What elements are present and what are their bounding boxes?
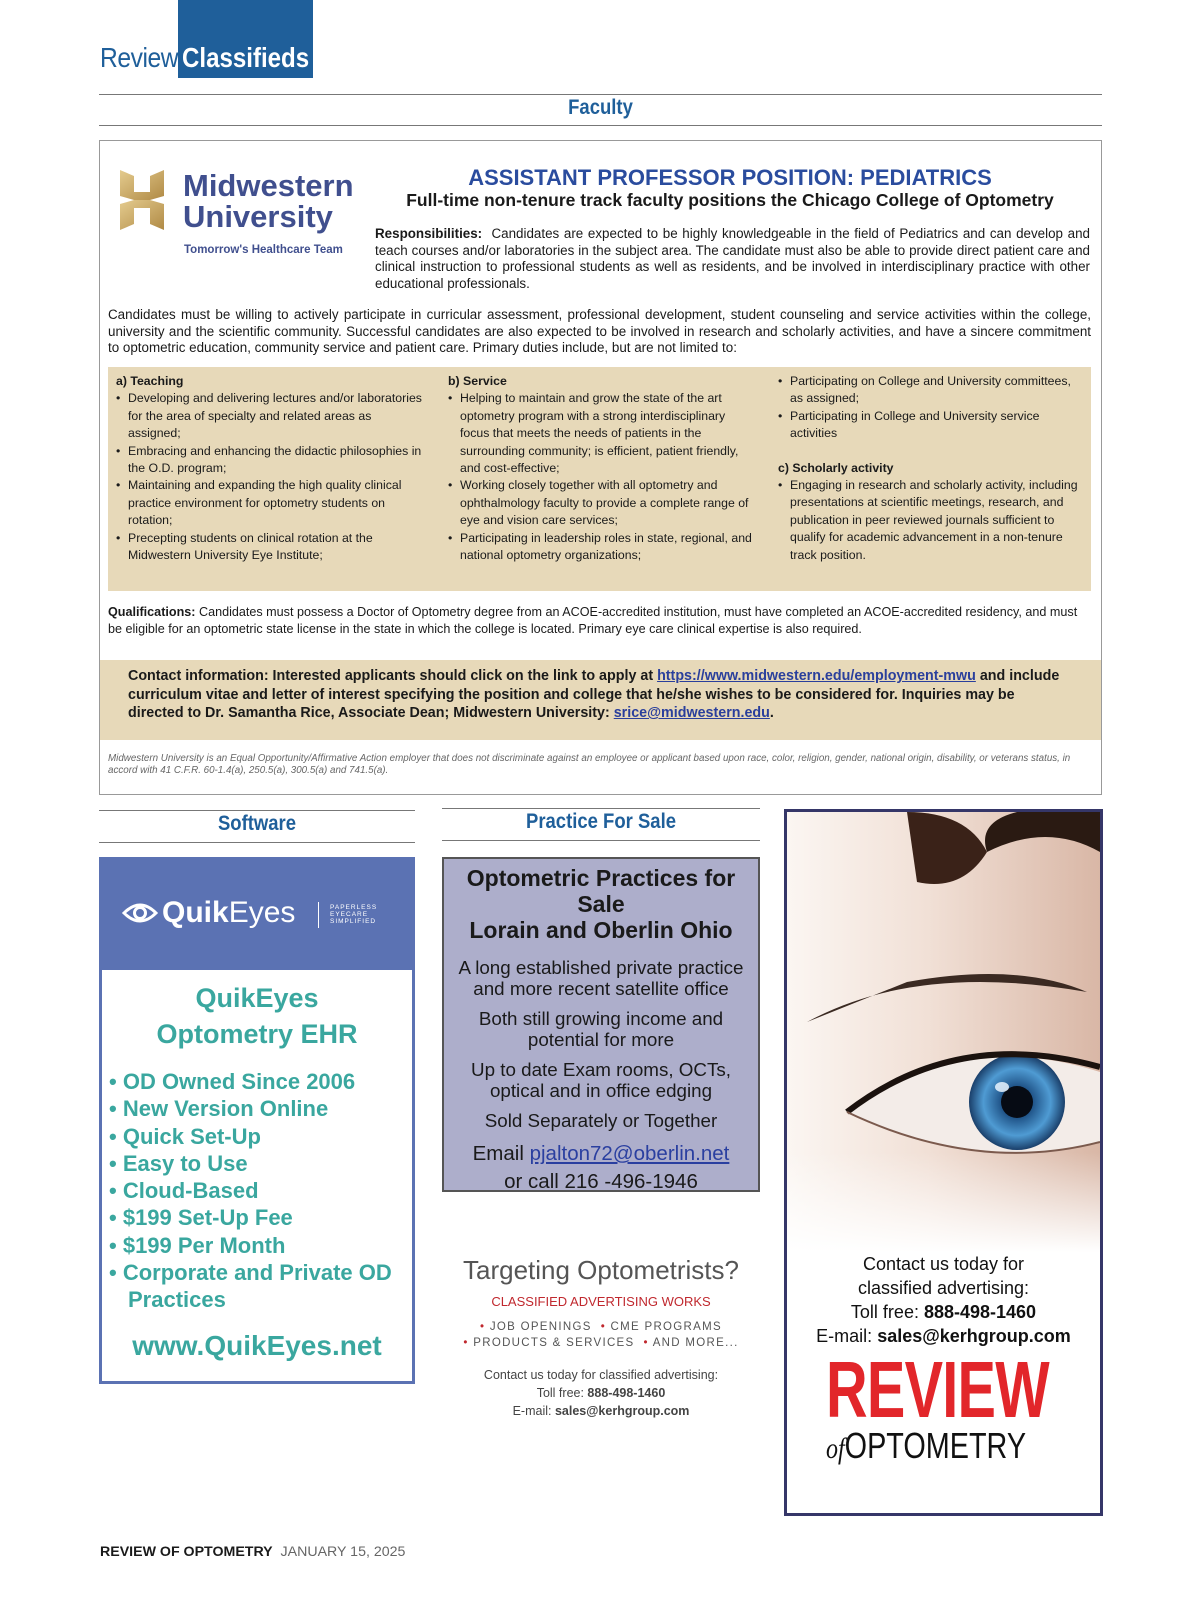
qualifications: Qualifications: Candidates must possess a Doctor of Optometry degree from an ACOE-accredited institution, must have completed an ACOE-accredited residency, and must be eligible for an optometric state license in the state in which the college is located. Primary eye care clinical expertise is also required. — [108, 605, 1078, 636]
practice-email-link[interactable]: pjalton72@oberlin.net — [529, 1142, 730, 1165]
email-link[interactable]: srice@midwestern.edu — [613, 705, 770, 721]
list-item: • Quick Set-Up — [109, 1123, 261, 1149]
list-item: • Engaging in research and scholarly activity, including presentations at scientific meetings, research, and publication in peer reviewed journals sufficient to qualify for academic advancement in a non-tenure track position. — [778, 477, 1078, 564]
responsibilities: Responsibilities: Candidates are expected to be highly knowledgeable in the field of Pediatrics and can develop and teach courses and/or laboratories in the subject area. The candidate must also be able to provide direct patient care and clinical instruction to professional students as well as residents, and be involved in interdisciplinary practice with other educational professionals. — [375, 226, 1090, 291]
list-item: • Cloud-Based — [109, 1178, 259, 1204]
list-item: • $199 Per Month — [109, 1232, 286, 1258]
targeting-ad — [442, 1255, 760, 1420]
header-review: Review — [100, 42, 179, 73]
practice-ad — [442, 857, 760, 1192]
apply-link[interactable]: https://www.midwestern.edu/employment-mwu — [657, 668, 976, 684]
quikeyes-title: QuikEyes Optometry EHR — [156, 983, 358, 1049]
list-item: • Maintaining and expanding the high quality clinical practice environment for optometry students on rotation; — [116, 477, 426, 529]
section-practice: Practice For Sale — [526, 810, 676, 833]
quikeyes-logo: QuikEyes — [162, 896, 296, 929]
candidates-text: Candidates must be willing to actively participate in curricular assessment, professional development, student counseling and service activities within the college, university and the scientific community. Successful candidates are also expected to be involved in research and scholarly activities, and have a sincere commitment to optometric education, community service and patient care. Primary duties include, but are not limited to: — [108, 307, 1091, 356]
targeting-contact: Contact us today for classified advertising: Toll free: 888-498-1460 E-mail: sales@kerhgroup.com — [483, 1368, 719, 1418]
service-column — [448, 373, 754, 564]
job-title: ASSISTANT PROFESSOR POSITION: PEDIATRICS — [468, 165, 992, 190]
divider — [99, 842, 415, 843]
practice-line: Up to date Exam rooms, OCTs, optical and in office edging — [471, 1059, 731, 1101]
divider — [442, 840, 760, 841]
scholarly-heading: c) Scholarly activity — [778, 460, 894, 475]
divider — [99, 810, 415, 811]
midwestern-logo-icon — [120, 170, 164, 230]
practice-line: Sold Separately or Together — [484, 1110, 718, 1131]
list-item: • OD Owned Since 2006 — [109, 1069, 356, 1094]
list-item: • Participating in College and University service activities — [778, 408, 1078, 443]
review-logo: REVIEW — [826, 1345, 1049, 1434]
targeting-items: • JOB OPENINGS • CME PROGRAMS • PRODUCTS & SERVICES • AND MORE... — [463, 1321, 739, 1349]
logo-name: Midwestern University — [183, 168, 354, 234]
service-heading: b) Service — [448, 374, 507, 388]
eeo-statement: Midwestern University is an Equal Opportunity/Affirmative Action employer that does not discriminate against an employee or applicant based upon race, color, religion, gender, national origin, disability, or veterans status, in accord with 41 C.F.R. 60-1.4(a), 250.5(a), 300.5(a) and 741.5(a). — [108, 753, 1071, 776]
list-item: • Participating on College and University committees, as assigned; — [778, 373, 1078, 408]
quikeyes-bullets — [109, 1068, 399, 1314]
eye-logo-icon — [122, 900, 158, 926]
footer: REVIEW OF OPTOMETRY JANUARY 15, 2025 — [100, 1544, 406, 1560]
contact-panel: Contact information: Interested applicants should click on the link to apply at https://www.midwestern.edu/employment-mwu and include curriculum vitae and letter of interest specifying the position and college that he/she wishes to be considered for. Inquiries may be directed to Dr. Samantha Rice, Associate Dean; Midwestern University: srice@midwestern.edu. — [100, 660, 1101, 740]
logo-separator — [318, 902, 319, 928]
section-software: Software — [217, 812, 297, 835]
practice-email: Email pjalton72@oberlin.net — [472, 1142, 730, 1165]
quikeyes-tagline: PAPERLESS EYECARE SIMPLIFIED — [330, 904, 378, 925]
list-item: • Participating in leadership roles in state, regional, and national optometry organizations; — [448, 530, 754, 565]
list-item: • Working closely together with all optometry and ophthalmology faculty to provide a complete range of eye and vision care services; — [448, 477, 754, 529]
duties-panel — [108, 367, 1091, 591]
quikeyes-url[interactable]: www.QuikEyes.net — [132, 1330, 382, 1361]
logo-tagline: Tomorrow's Healthcare Team — [184, 244, 343, 256]
practice-title: Optometric Practices for Sale Lorain and Oberlin Ohio — [466, 865, 736, 943]
divider — [442, 808, 760, 809]
list-item: • Helping to maintain and grow the state of the art optometry program with a strong interdisciplinary focus that meets the needs of patients in the surrounding community; is efficient, patient friendly, and cost-effective; — [448, 390, 754, 477]
list-item: • Precepting students on clinical rotation at the Midwestern University Eye Institute; — [116, 530, 426, 565]
targeting-headline: Targeting Optometrists? — [462, 1255, 739, 1285]
job-subtitle: Full-time non-tenure track faculty positions the Chicago College of Optometry — [406, 190, 1054, 210]
scholarly-column — [778, 373, 1078, 564]
eye-ad-contact: Contact us today for classified advertising: Toll free: 888-498-1460 E-mail: sales@kerhgroup.com — [816, 1254, 1071, 1346]
practice-line: A long established private practice and more recent satellite office — [458, 957, 744, 999]
list-item: • $199 Set-Up Fee — [109, 1205, 293, 1231]
section-faculty: Faculty — [568, 96, 633, 119]
header-classifieds: Classifieds — [182, 42, 310, 73]
list-item: • New Version Online — [109, 1096, 329, 1122]
eye-photo — [787, 812, 1100, 1252]
divider — [99, 94, 1102, 95]
teaching-column — [116, 373, 426, 564]
list-item: • Easy to Use — [109, 1150, 248, 1176]
divider — [99, 125, 1102, 126]
targeting-sub: CLASSIFIED ADVERTISING WORKS — [491, 1294, 711, 1309]
practice-phone: or call 216 -496-1946 — [504, 1170, 698, 1193]
list-item: • Embracing and enhancing the didactic philosophies in the O.D. program; — [116, 443, 426, 478]
practice-line: Both still growing income and potential for more — [478, 1008, 724, 1050]
teaching-heading: a) Teaching — [116, 374, 184, 388]
list-item: • Developing and delivering lectures and/or laboratories for the area of specialty and related areas as assigned; — [116, 390, 426, 442]
optometry-logo: ofOPTOMETRY — [826, 1425, 1027, 1466]
list-item: • Corporate and Private OD Practices — [109, 1260, 392, 1313]
